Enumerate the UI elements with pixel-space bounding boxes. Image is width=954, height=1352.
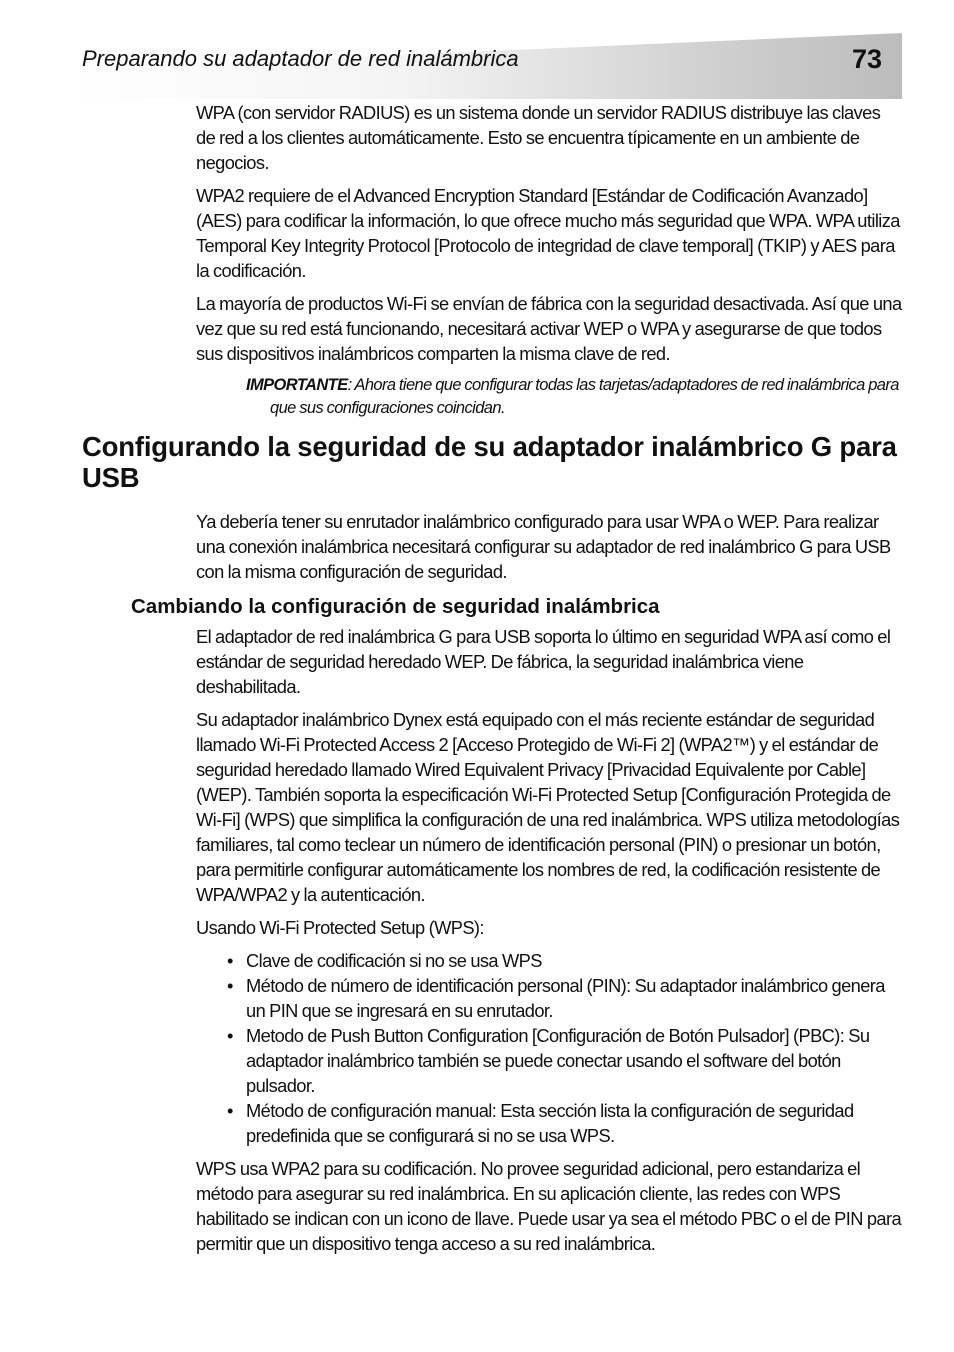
list-item [196,1098,902,1148]
list-item-text: Método de número de identificación personal (PIN): Su adaptador inalámbrico genera un PIN que se ingresará en su enrutador. [246,975,885,1021]
intro-block [196,100,902,428]
subsection-heading: Cambiando la configuración de seguridad inalámbrica [131,595,660,618]
bullet-marker: • [227,1025,233,1046]
paragraph-wpa-radius: WPA (con servidor RADIUS) es un sistema donde un servidor RADIUS distribuye las claves de red a los clientes automáticamente. Esto se encuentra típicamente en un ambiente de negocios. [196,102,881,173]
list-item [196,973,902,1023]
paragraph-wpa2: WPA2 requiere de el Advanced Encryption Standard [Estándar de Codificación Avanzado] (AES) para codificar la información, lo que ofrece mucho más seguridad que WPA. WPA utiliza Temporal Key Integrity Protocol [Protocolo de integridad de clave temporal] (TKIP) y AES para la codificación. [196,185,900,281]
list-item [196,948,902,973]
running-head: Preparando su adaptador de red inalámbrica [82,46,519,71]
important-label: IMPORTANTE [246,376,348,394]
list-item [196,1023,902,1098]
list-item-text: Metodo de Push Button Configuration [Configuración de Botón Pulsador] (PBC): Su adaptador inalámbrico también se puede conectar usando el software del botón pulsador. [246,1025,870,1096]
list-item-text: Método de configuración manual: Esta sección lista la configuración de seguridad predefinida que se configurará si no se usa WPS. [246,1100,854,1146]
important-text: : Ahora tiene que configurar todas las tarjetas/adaptadores de red inalámbrica para que sus configuraciones coincidan. [270,376,899,417]
section-block [196,509,902,592]
important-note [246,374,902,420]
bullet-marker: • [227,975,233,996]
list-item-text: Clave de codificación si no se usa WPS [246,950,542,971]
section-heading: Configurando la seguridad de su adaptador inalámbrico G para USB [82,431,897,493]
paragraph-wifi-security: La mayoría de productos Wi-Fi se envían de fábrica con la seguridad desactivada. Así que una vez que su red está funcionando, necesitará activar WEP o WPA y asegurarse de que todos sus dispositivos inalámbricos comparten la misma clave de red. [196,293,902,364]
paragraph-wps-intro: Usando Wi-Fi Protected Setup (WPS): [196,917,484,938]
paragraph-adapter-support: El adaptador de red inalámbrica G para USB soporta lo último en seguridad WPA así como el estándar de seguridad heredado WEP. De fábrica, la seguridad inalámbrica viene deshabilitada. [196,626,891,697]
page-number: 73 [852,44,883,74]
paragraph-router-config: Ya debería tener su enrutador inalámbrico configurado para usar WPA o WEP. Para realizar una conexión inalámbrica necesitará configurar su adaptador de red inalámbrico G para USB con la misma configuración de seguridad. [196,511,891,582]
bullet-marker: • [227,1100,233,1121]
subsection-block [196,624,902,1264]
paragraph-wps-closing: WPS usa WPA2 para su codificación. No provee seguridad adicional, pero estandariza el método para asegurar su red inalámbrica. En su aplicación cliente, las redes con WPS habilitado se indican con un icono de llave. Puede usar ya sea el método PBC o el de PIN para permitir que un dispositivo tenga acceso a su red inalámbrica. [196,1158,902,1254]
paragraph-dynex-standards: Su adaptador inalámbrico Dynex está equipado con el más reciente estándar de seguridad llamado Wi-Fi Protected Access 2 [Acceso Protegido de Wi-Fi 2] (WPA2™) y el estándar de seguridad heredado llamado Wired Equivalent Privacy [Privacidad Equivalente por Cable] (WEP). También soporta la especificación Wi-Fi Protected Setup [Configuración Protegida de Wi-Fi] (WPS) que simplifica la configuración de una red inalámbrica. WPS utiliza metodologías familiares, tal como teclear un número de identificación personal (PIN) o presionar un botón, para permitirle configurar automáticamente los nombres de red, la codificación resistente de WPA/WPA2 y la autenticación. [196,709,900,905]
wps-bullet-list [196,948,902,1148]
bullet-marker: • [227,950,233,971]
